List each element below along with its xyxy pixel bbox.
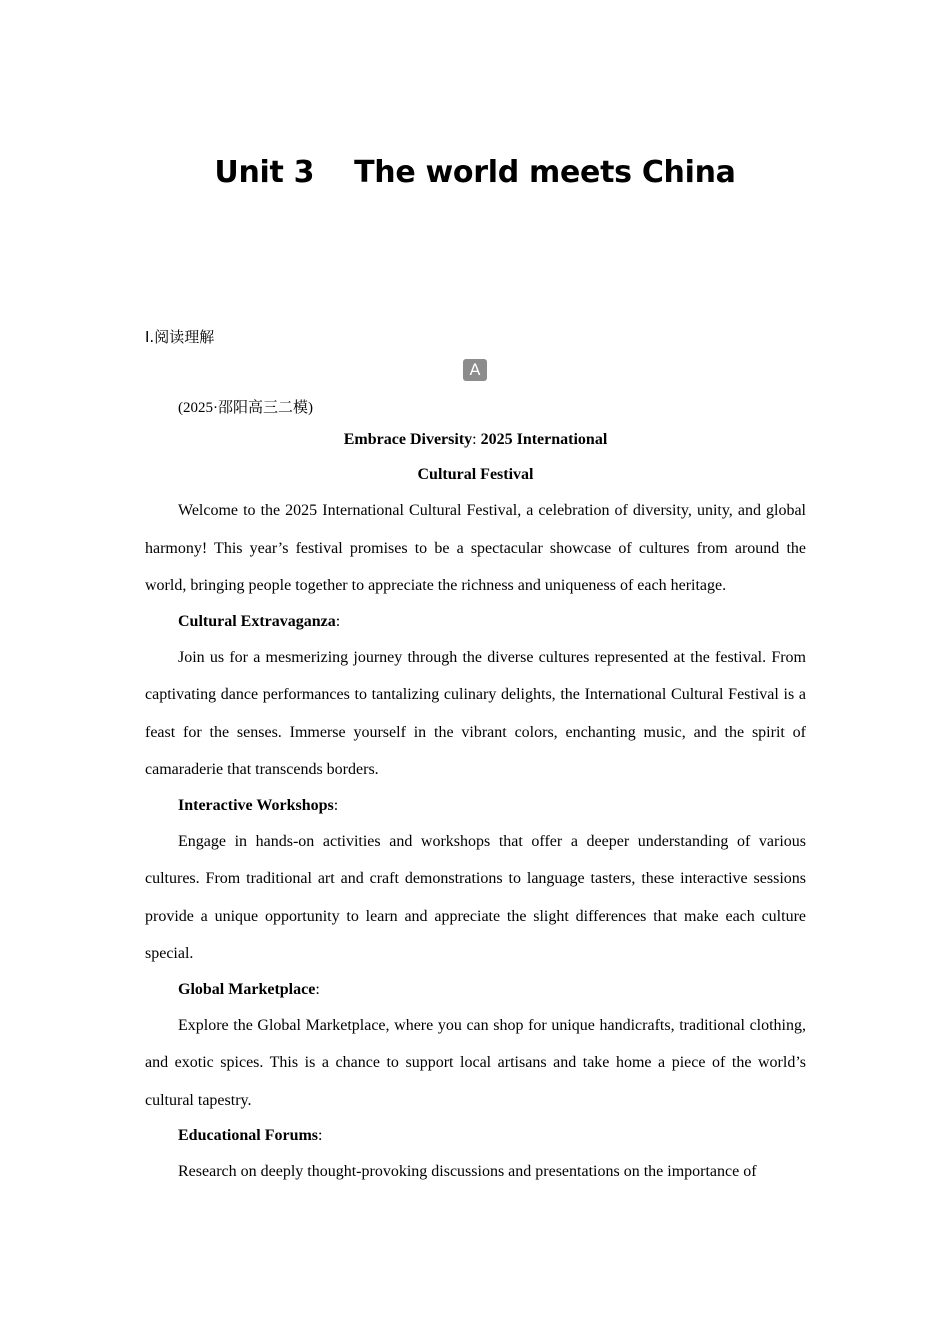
section-heading-cultural-extravaganza	[145, 605, 806, 639]
heading-colon: :	[315, 980, 320, 998]
heading-colon: :	[318, 1127, 323, 1144]
article-title-colon: :	[472, 431, 477, 448]
passage-label-badge: A	[463, 359, 487, 381]
paragraph-educational-forums: Research on deeply thought-provoking discussions and presentations on the importance of	[178, 1163, 757, 1180]
section-heading: Ⅰ.阅读理解	[145, 328, 215, 346]
article-title-line-1	[145, 431, 806, 449]
section-heading-global-marketplace	[145, 973, 806, 1007]
article-title-line-2: Cultural Festival	[417, 466, 534, 483]
unit-title: Unit 3 The world meets China	[214, 155, 736, 190]
article-title-rest: 2025 International	[476, 431, 608, 448]
heading-text: Interactive Workshops	[178, 796, 334, 814]
heading-text: Global Marketplace	[178, 980, 316, 998]
section-heading-interactive-workshops	[145, 789, 806, 823]
article-body	[145, 492, 806, 1191]
section-heading-educational-forums	[145, 1119, 806, 1153]
heading-text: Cultural Extravaganza	[178, 612, 336, 630]
source-note: (2025·邵阳高三二模)	[178, 400, 313, 416]
article-title-bold: Embrace Diversity	[343, 431, 473, 448]
heading-text: Educational Forums	[178, 1127, 319, 1144]
paragraph-interactive-workshops: Engage in hands-on activities and workshops that offer a deeper understanding of various cultures. From traditional art and craft demonstrations to language tasters, these interactive sessions provide a unique opportunity to learn and appreciate the slight differences that make each culture special.	[145, 832, 806, 962]
heading-colon: :	[335, 612, 341, 630]
paragraph-cultural-extravaganza: Join us for a mesmerizing journey through the diverse cultures represented at the festival. From captivating dance performances to tantalizing culinary delights, the International Cultural Festival is a feast for the senses. Immerse yourself in the vibrant colors, enchanting music, and the spirit of camaraderie that transcends borders.	[145, 648, 806, 778]
heading-colon: :	[333, 796, 339, 814]
paragraph-global-marketplace: Explore the Global Marketplace, where you can shop for unique handicrafts, traditional clothing, and exotic spices. This is a chance to support local artisans and take home a piece of the world’s cultural tapestry.	[145, 1016, 806, 1109]
intro-paragraph: Welcome to the 2025 International Cultural Festival, a celebration of diversity, unity, and global harmony! This year’s festival promises to be a spectacular showcase of cultures from around the world, bringing people together to appreciate the richness and uniqueness of each heritage.	[145, 502, 806, 594]
